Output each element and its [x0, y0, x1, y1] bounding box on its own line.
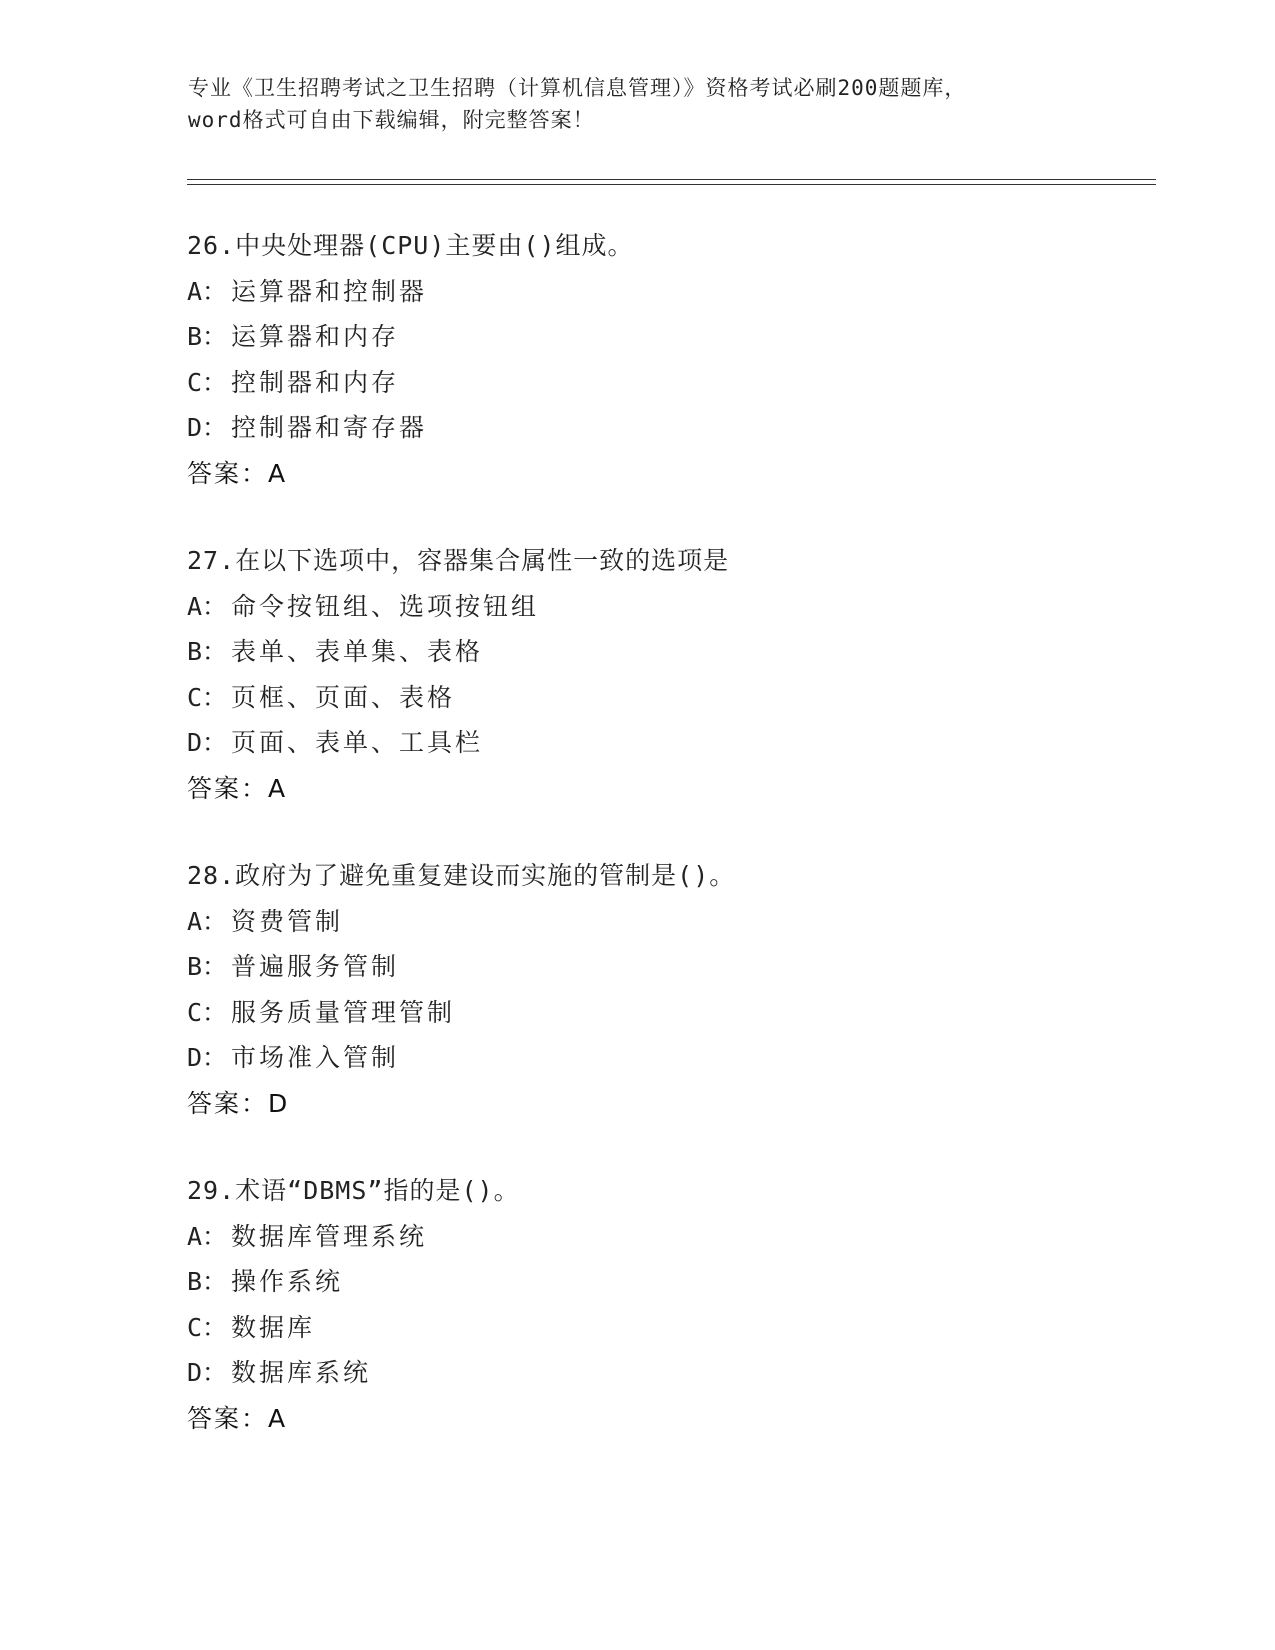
header-divider-bottom: [187, 184, 1156, 185]
question-stem: 27.在以下选项中，容器集合属性一致的选项是: [187, 546, 730, 575]
option-c: [187, 1305, 1187, 1351]
option-b: [187, 1259, 1187, 1305]
option-a: [187, 899, 1187, 945]
question-26: [187, 223, 1187, 496]
option-letter: C：: [187, 997, 228, 1027]
option-text: 控制器和寄存器: [231, 413, 428, 442]
answer-line: 答案：A: [187, 773, 288, 803]
header-line-1: 专业《卫生招聘考试之卫生招聘（计算机信息管理）》资格考试必刷200题题库，: [188, 76, 967, 100]
option-letter: A：: [187, 591, 228, 621]
option-text: 表单、表单集、表格: [231, 637, 484, 666]
option-letter: A：: [187, 276, 228, 306]
option-text: 运算器和内存: [231, 322, 400, 351]
option-c: [187, 675, 1187, 721]
option-b: [187, 944, 1187, 990]
option-letter: B：: [187, 1267, 228, 1296]
question-stem: 29.术语“DBMS”指的是()。: [187, 1176, 520, 1205]
option-letter: C：: [187, 682, 228, 712]
option-text: 数据库系统: [231, 1358, 372, 1387]
answer-line: 答案：D: [187, 1088, 290, 1118]
option-a: [187, 269, 1187, 315]
option-letter: D：: [187, 1358, 228, 1387]
option-text: 操作系统: [231, 1267, 344, 1296]
question-stem: 26.中央处理器(CPU)主要由()组成。: [187, 231, 634, 260]
option-text: 控制器和内存: [231, 367, 400, 397]
option-letter: B：: [187, 952, 228, 981]
option-letter: C：: [187, 1312, 228, 1342]
option-text: 数据库管理系统: [231, 1221, 428, 1251]
option-letter: D：: [187, 413, 228, 442]
answer-line: 答案：A: [187, 458, 288, 488]
question-stem: 28.政府为了避免重复建设而实施的管制是()。: [187, 861, 736, 890]
header-line-2: word格式可自由下载编辑，附完整答案！: [188, 108, 595, 132]
option-a: [187, 1214, 1187, 1260]
option-b: [187, 629, 1187, 675]
option-d: [187, 1035, 1187, 1081]
option-text: 资费管制: [231, 906, 344, 936]
option-text: 页框、页面、表格: [231, 682, 456, 712]
option-letter: C：: [187, 367, 228, 397]
answer-line: 答案：A: [187, 1403, 288, 1433]
option-letter: D：: [187, 1043, 228, 1072]
option-d: [187, 720, 1187, 766]
option-a: [187, 584, 1187, 630]
option-text: 命令按钮组、选项按钮组: [231, 591, 540, 621]
option-text: 普遍服务管制: [231, 952, 400, 981]
option-c: [187, 360, 1187, 406]
option-letter: D：: [187, 728, 228, 757]
header-divider-top: [187, 179, 1156, 180]
option-text: 市场准入管制: [231, 1043, 400, 1072]
option-text: 服务质量管理管制: [231, 997, 456, 1027]
option-c: [187, 990, 1187, 1036]
option-text: 数据库: [231, 1312, 316, 1342]
option-d: [187, 405, 1187, 451]
option-letter: A：: [187, 906, 228, 936]
option-d: [187, 1350, 1187, 1396]
option-text: 运算器和控制器: [231, 276, 428, 306]
option-letter: B：: [187, 322, 228, 351]
question-27: [187, 538, 1187, 811]
option-b: [187, 314, 1187, 360]
question-29: [187, 1168, 1187, 1441]
question-28: [187, 853, 1187, 1126]
option-text: 页面、表单、工具栏: [231, 728, 484, 757]
option-letter: B：: [187, 637, 228, 666]
document-header: [188, 72, 1088, 136]
option-letter: A：: [187, 1221, 228, 1251]
